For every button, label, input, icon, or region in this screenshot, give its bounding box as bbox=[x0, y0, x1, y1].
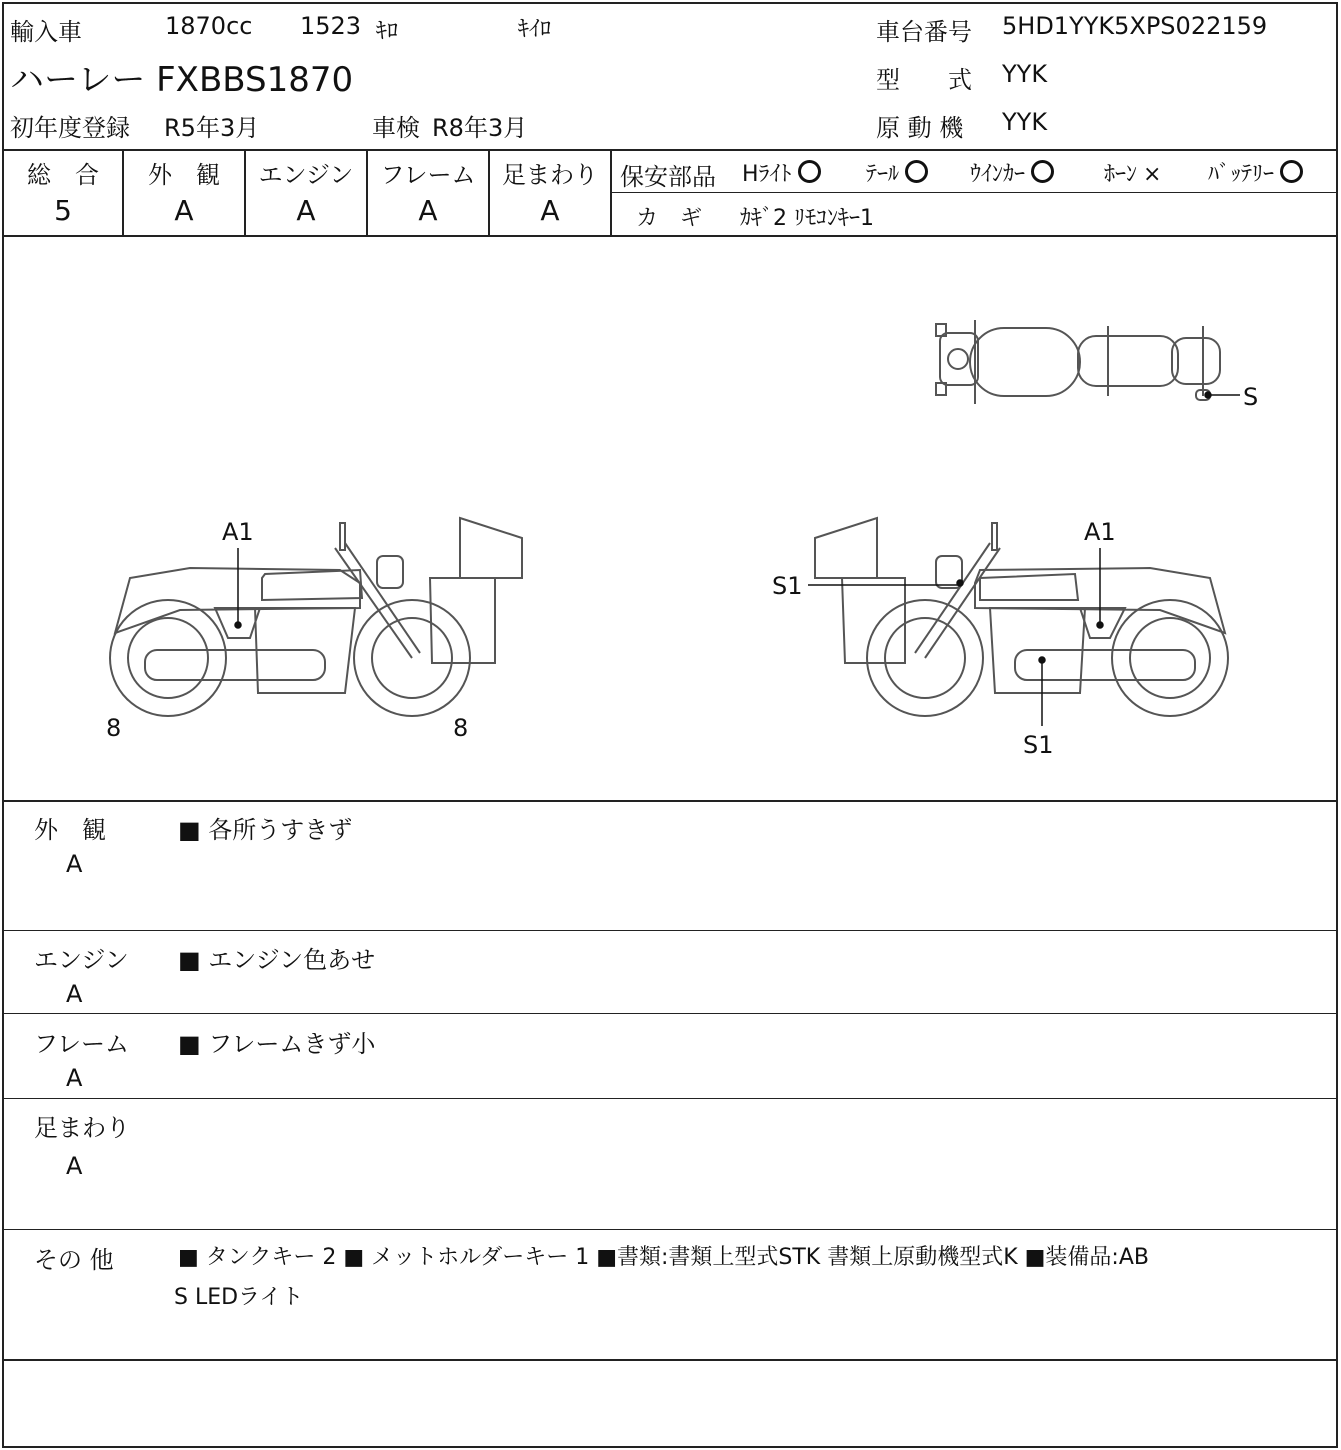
remark-text-exterior: ■ 各所うすきず bbox=[178, 816, 353, 844]
marker-label: 8 bbox=[453, 714, 469, 742]
divider bbox=[2, 1229, 1338, 1230]
category: 輸入車 bbox=[10, 18, 82, 46]
safety-item-headlight: Hﾗｲﾄ bbox=[742, 157, 821, 188]
safety-item-tail: ﾃｰﾙ bbox=[866, 157, 928, 188]
circle-icon bbox=[905, 160, 928, 183]
left-side-motorcycle-icon bbox=[110, 518, 522, 716]
model-code-value: YYK bbox=[1002, 60, 1048, 88]
grade-value-overall: 5 bbox=[54, 194, 72, 227]
key-value: ｶｷﾞ2 ﾘﾓｺﾝｷｰ1 bbox=[740, 206, 874, 231]
remark-section-suspension: 足まわり bbox=[34, 1114, 130, 1142]
divider bbox=[2, 1359, 1338, 1361]
divider bbox=[2, 800, 1338, 802]
marker-label: A1 bbox=[222, 518, 254, 546]
divider bbox=[611, 192, 1338, 193]
grade-value-frame: A bbox=[418, 194, 438, 227]
circle-icon bbox=[1280, 160, 1303, 183]
displacement: 1870cc bbox=[165, 12, 253, 40]
divider bbox=[2, 1098, 1338, 1099]
safety-item-horn: ﾎｰﾝ × bbox=[1104, 162, 1162, 187]
grade-value-suspension: A bbox=[540, 194, 560, 227]
remark-text-other-line1: ■ タンクキー 2 ■ メットホルダーキー 1 ■書類:書類上型式STK 書類上原動機型式K ■装備品:AB bbox=[178, 1245, 1149, 1270]
frame-number-label: 車台番号 bbox=[876, 18, 972, 46]
motorcycle-diagram bbox=[0, 238, 1341, 798]
first-registration-value: R5年3月 bbox=[164, 114, 260, 142]
marker-label: S1 bbox=[772, 572, 803, 600]
right-side-motorcycle-icon bbox=[815, 518, 1228, 716]
grade-value-exterior: A bbox=[174, 194, 194, 227]
grade-value-engine: A bbox=[296, 194, 316, 227]
safety-parts-label: 保安部品 bbox=[620, 163, 716, 191]
circle-icon bbox=[1031, 160, 1054, 183]
frame-number-value: 5HD1YYK5XPS022159 bbox=[1002, 12, 1268, 40]
grade-label-exterior: 外 観 bbox=[148, 161, 220, 189]
inspection-value: R8年3月 bbox=[432, 114, 528, 142]
remark-section-frame: フレーム bbox=[34, 1030, 130, 1058]
remark-section-other: その 他 bbox=[34, 1246, 114, 1274]
safety-item-battery: ﾊﾞｯﾃﾘｰ bbox=[1208, 157, 1303, 188]
circle-icon bbox=[798, 160, 821, 183]
marker-label: 8 bbox=[106, 714, 122, 742]
grade-label-engine: エンジン bbox=[258, 161, 354, 189]
grade-label-overall: 総 合 bbox=[27, 161, 99, 189]
remark-grade-exterior: A bbox=[66, 850, 83, 878]
divider bbox=[2, 149, 1338, 151]
divider bbox=[610, 150, 612, 236]
safety-item-winker: ｳｲﾝｶｰ bbox=[970, 157, 1054, 188]
remark-section-exterior: 外 観 bbox=[34, 816, 106, 844]
marker-label: S1 bbox=[1023, 731, 1054, 759]
remark-text-frame: ■ フレームきず小 bbox=[178, 1030, 376, 1058]
grade-label-suspension: 足まわり bbox=[502, 161, 598, 189]
engine-label: 原 動 機 bbox=[876, 114, 964, 142]
marker-label: A1 bbox=[1084, 518, 1116, 546]
key-label: カ ギ bbox=[636, 206, 703, 231]
remark-section-engine: エンジン bbox=[34, 946, 129, 974]
remark-grade-engine: A bbox=[66, 980, 83, 1008]
remark-text-engine: ■ エンジン色あせ bbox=[178, 946, 376, 974]
mileage-unit: ｷﾛ bbox=[376, 19, 399, 44]
mileage-value: 1523 bbox=[300, 12, 362, 40]
remark-text-other-line2: S LEDライト bbox=[174, 1285, 304, 1310]
remark-grade-suspension: A bbox=[66, 1152, 83, 1180]
inspection-label: 車検 bbox=[372, 114, 420, 142]
mileage-note: ｷｲﾛ bbox=[518, 17, 552, 42]
remark-grade-frame: A bbox=[66, 1064, 83, 1092]
engine-value: YYK bbox=[1002, 108, 1048, 136]
divider bbox=[2, 1013, 1338, 1014]
model-name: ハーレー FXBBS1870 bbox=[10, 60, 354, 100]
grade-label-frame: フレーム bbox=[380, 161, 476, 189]
top-view-motorcycle-icon bbox=[936, 320, 1220, 404]
model-code-label: 型 式 bbox=[876, 66, 972, 94]
first-registration-label: 初年度登録 bbox=[10, 114, 130, 142]
divider bbox=[2, 930, 1338, 931]
divider bbox=[2, 235, 1338, 237]
cross-icon: × bbox=[1143, 162, 1162, 187]
marker-label: S bbox=[1243, 383, 1259, 411]
